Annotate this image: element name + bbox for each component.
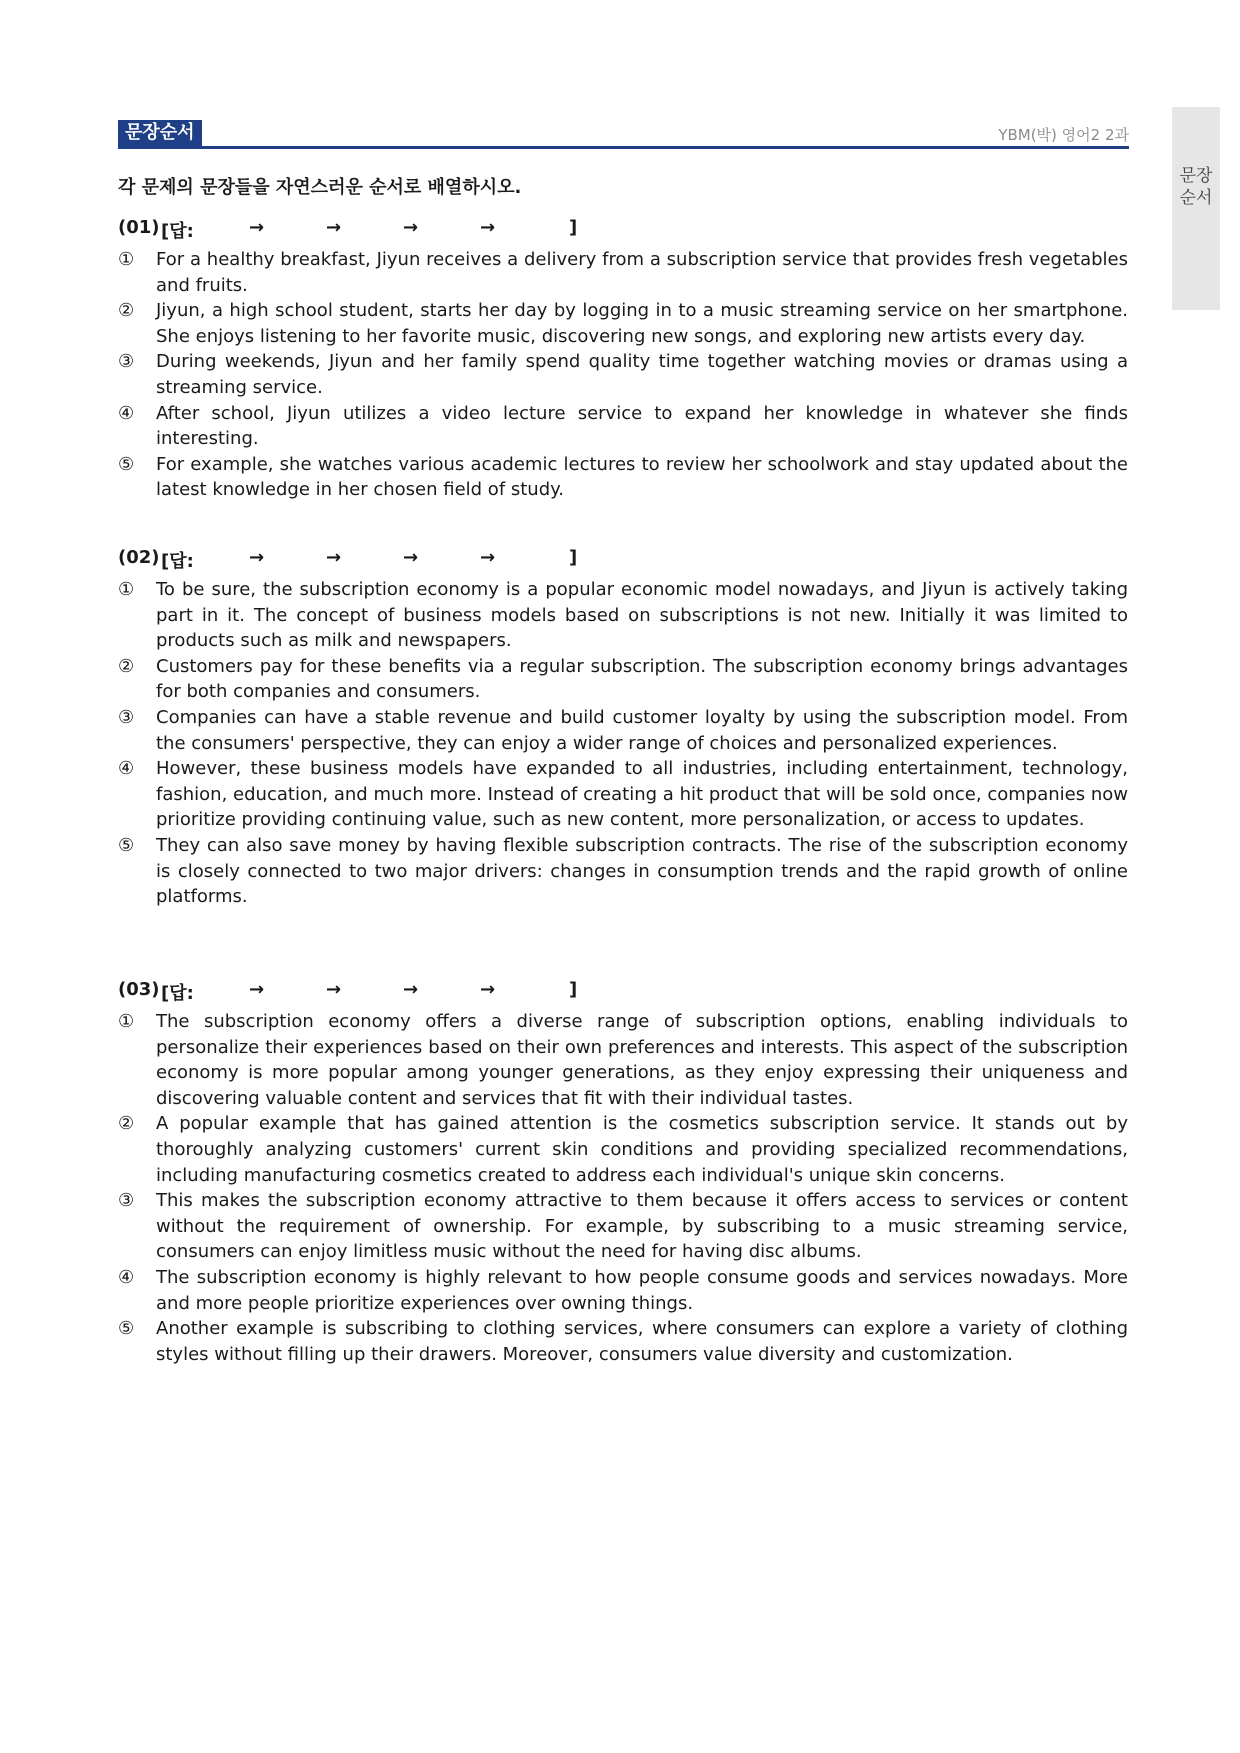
sentence-number: ④ <box>118 758 135 780</box>
answer-line <box>118 979 1128 1007</box>
sentence-item <box>118 705 1128 756</box>
instruction-text: 각 문제의 문장들을 자연스러운 순서로 배열하시오. <box>118 177 522 198</box>
sentence-number: ④ <box>118 1266 135 1288</box>
sentence-item <box>118 298 1128 349</box>
answer-open: [답: <box>161 551 194 572</box>
answer-line <box>118 217 1128 245</box>
sentence-item <box>118 833 1128 910</box>
sentence-item <box>118 1009 1128 1111</box>
problem-1 <box>118 217 1128 503</box>
arrow-icon: → <box>249 979 265 1000</box>
sentence-text: A popular example that has gained attention is the cosmetics subscription service. It stands out by thoroughly analyzing customers' current skin conditions and providing specialized recommendations, including manufacturing cosmetics created to address each individual's unique skin concerns. <box>156 1113 1128 1186</box>
sentence-number: ③ <box>118 351 135 373</box>
sentence-number: ③ <box>118 1190 135 1212</box>
sentence-text: Jiyun, a high school student, starts her day by logging in to a music streaming service on her smartphone. She enjoys listening to her favorite music, discovering new songs, and exploring new artists every day. <box>156 300 1128 347</box>
sentence-number: ⑤ <box>118 834 135 856</box>
sentence-text: However, these business models have expanded to all industries, including entertainment, technology, fashion, education, and much more. Instead of creating a hit product that will be sold once, companies now prioritize providing continuing value, such as new content, more personalization, or access to updates. <box>156 758 1128 831</box>
section-badge: 문장순서 <box>118 120 202 146</box>
side-tab-label: 문장순서 <box>1179 166 1213 208</box>
sentence-number: ① <box>118 1011 135 1032</box>
page-header <box>118 120 1129 149</box>
sentence-item <box>118 401 1128 452</box>
sentence-list <box>118 247 1128 503</box>
sentence-text: During weekends, Jiyun and her family spend quality time together watching movies or dramas using a streaming service. <box>156 351 1128 398</box>
arrow-icon: → <box>326 547 342 568</box>
sentence-number: ① <box>118 249 135 270</box>
sentence-list <box>118 577 1128 910</box>
answer-line <box>118 547 1128 575</box>
sentence-item <box>118 349 1128 400</box>
sentence-text: The subscription economy offers a diverse range of subscription options, enabling individuals to personalize their experiences based on their own preferences and interests. This aspect of the subscription economy is more popular among younger generations, as they enjoy expressing their uniqueness and discovering valuable content and services that fit with their individual tastes. <box>156 1011 1128 1109</box>
arrow-icon: → <box>403 547 419 568</box>
sentence-number: ④ <box>118 402 135 424</box>
problem-3 <box>118 979 1128 1367</box>
sentence-item <box>118 654 1128 705</box>
problem-label: (01) <box>118 217 160 238</box>
problem-label: (03) <box>118 979 160 1000</box>
answer-open: [답: <box>161 983 194 1004</box>
sentence-text: Another example is subscribing to clothing services, where consumers can explore a variety of clothing styles without filling up their drawers. Moreover, consumers value diversity and customization. <box>156 1318 1128 1365</box>
sentence-number: ② <box>118 655 135 677</box>
arrow-icon: → <box>326 979 342 1000</box>
sentence-text: This makes the subscription economy attractive to them because it offers access to services or content without the requirement of ownership. For example, by subscribing to a music streaming service, consumers can enjoy limitless music without the need for having disc albums. <box>156 1190 1128 1263</box>
answer-open: [답: <box>161 221 194 242</box>
arrow-icon: → <box>249 217 265 238</box>
sentence-item <box>118 452 1128 503</box>
arrow-icon: → <box>480 217 496 238</box>
sentence-text: They can also save money by having flexible subscription contracts. The rise of the subscription economy is closely connected to two major drivers: changes in consumption trends and the rapid growth of online platforms. <box>156 834 1128 908</box>
side-index-tab[interactable] <box>1172 107 1220 310</box>
arrow-icon: → <box>249 547 265 568</box>
problem-2 <box>118 547 1128 910</box>
arrow-icon: → <box>403 217 419 238</box>
problem-label: (02) <box>118 547 160 568</box>
sentence-text: For example, she watches various academic lectures to review her schoolwork and stay updated about the latest knowledge in her chosen field of study. <box>156 453 1128 501</box>
arrow-icon: → <box>480 979 496 1000</box>
sentence-item <box>118 1188 1128 1265</box>
sentence-text: For a healthy breakfast, Jiyun receives a delivery from a subscription service that provides fresh vegetables and fruits. <box>156 249 1128 296</box>
sentence-list <box>118 1009 1128 1367</box>
arrow-icon: → <box>326 217 342 238</box>
arrow-icon: → <box>403 979 419 1000</box>
sentence-item <box>118 1316 1128 1367</box>
sentence-number: ① <box>118 579 135 600</box>
sentence-text: After school, Jiyun utilizes a video lecture service to expand her knowledge in whatever she finds interesting. <box>156 402 1128 450</box>
textbook-info: YBM(박) 영어2 2과 <box>998 126 1129 144</box>
sentence-item <box>118 1111 1128 1188</box>
arrow-icon: → <box>480 547 496 568</box>
sentence-text: To be sure, the subscription economy is a popular economic model nowadays, and Jiyun is actively taking part in it. The concept of business models based on subscriptions is not new. Initially it was limited to products such as milk and newspapers. <box>156 579 1128 652</box>
answer-close: ] <box>569 979 578 1000</box>
sentence-number: ② <box>118 300 135 322</box>
answer-close: ] <box>569 547 578 568</box>
sentence-item <box>118 1265 1128 1316</box>
sentence-item <box>118 756 1128 833</box>
sentence-text: Companies can have a stable revenue and build customer loyalty by using the subscription model. From the consumers' perspective, they can enjoy a wider range of choices and personalized experiences. <box>156 706 1128 754</box>
answer-close: ] <box>569 217 578 238</box>
sentence-text: Customers pay for these benefits via a regular subscription. The subscription economy brings advantages for both companies and consumers. <box>156 655 1128 703</box>
sentence-text: The subscription economy is highly relevant to how people consume goods and services nowadays. More and more people prioritize experiences over owning things. <box>156 1266 1128 1314</box>
sentence-number: ③ <box>118 706 135 728</box>
sentence-number: ⑤ <box>118 1318 135 1340</box>
sentence-item <box>118 577 1128 654</box>
sentence-number: ② <box>118 1113 135 1135</box>
sentence-number: ⑤ <box>118 453 135 475</box>
sentence-item <box>118 247 1128 298</box>
